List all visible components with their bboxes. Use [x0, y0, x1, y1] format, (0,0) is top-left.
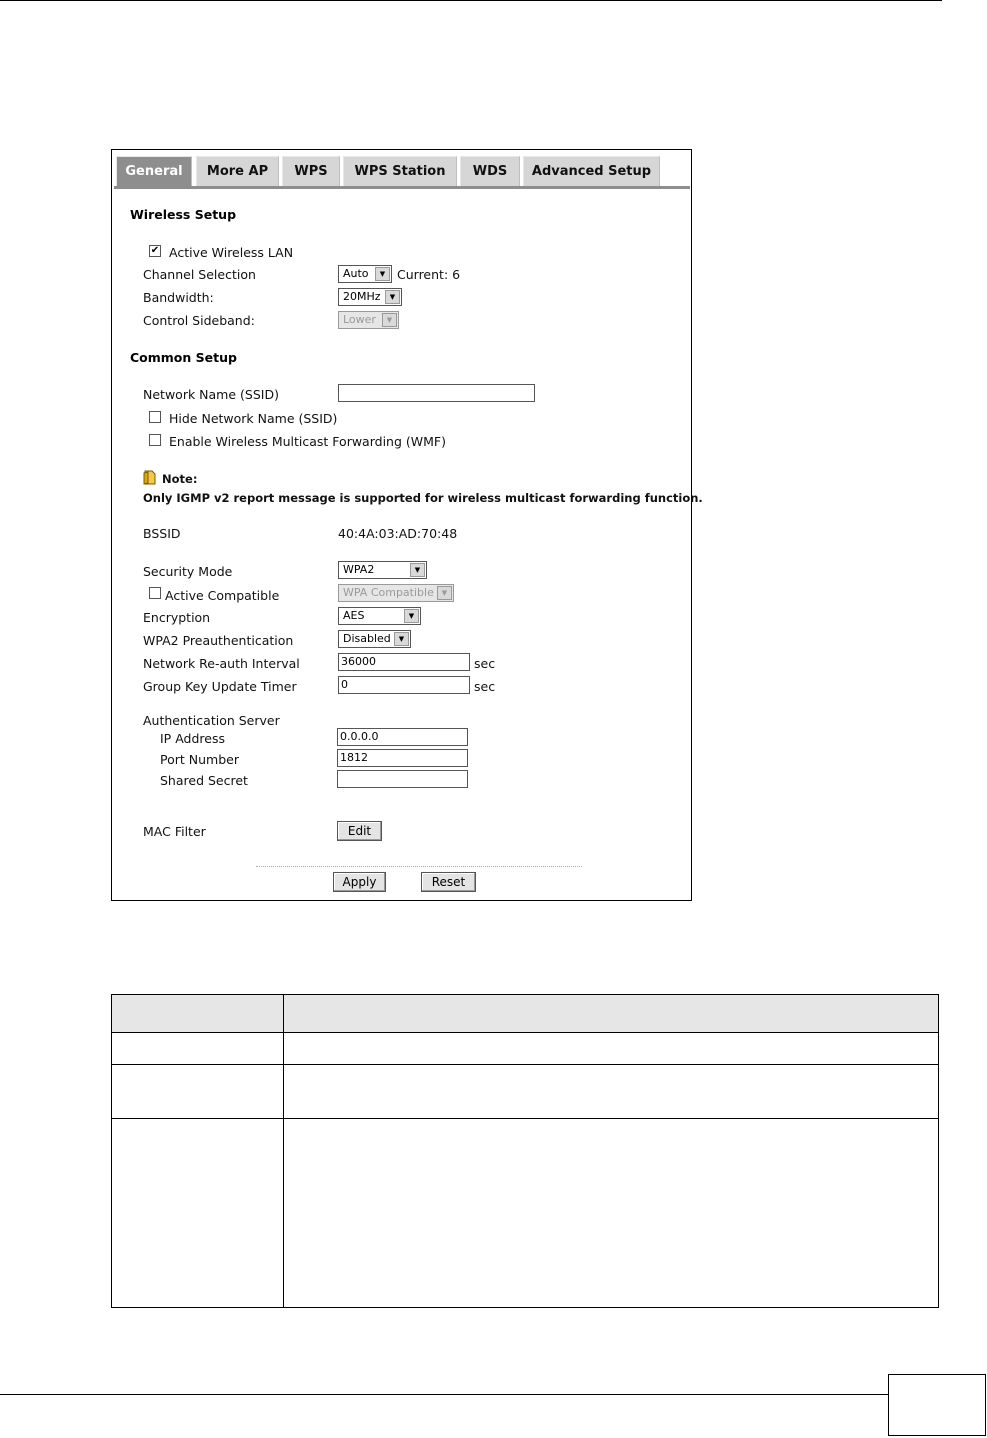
auth-server-title: Authentication Server [143, 713, 280, 728]
chevron-down-icon: ▼ [410, 563, 425, 577]
security-mode-select[interactable] [338, 561, 427, 579]
common-setup-title: Common Setup [130, 350, 237, 365]
apply-button[interactable]: Apply [333, 872, 386, 892]
channel-select-value: Auto [343, 267, 369, 280]
bandwidth-label: Bandwidth: [143, 290, 214, 305]
group-key-timer-label: Group Key Update Timer [143, 679, 297, 694]
table-row [112, 1065, 938, 1119]
control-sideband-value: Lower [343, 313, 376, 326]
note-label: Note: [162, 472, 198, 486]
ip-address-input[interactable]: 0.0.0.0 [337, 728, 468, 746]
reset-button[interactable]: Reset [421, 872, 476, 892]
active-wireless-lan-label: Active Wireless LAN [169, 245, 294, 260]
wmf-label: Enable Wireless Multicast Forwarding (WMF) [169, 434, 446, 449]
preauth-select[interactable] [338, 630, 411, 648]
field-description-table [111, 994, 939, 1308]
reauth-interval-label: Network Re-auth Interval [143, 656, 300, 671]
active-compatible-label: Active Compatible [165, 588, 280, 603]
encryption-select[interactable] [338, 607, 421, 625]
chevron-down-icon: ▼ [375, 267, 390, 281]
tab-wds[interactable]: WDS [460, 156, 520, 186]
tab-wps-station[interactable]: WPS Station [343, 156, 457, 186]
tab-underline [114, 186, 690, 189]
note-text: Only IGMP v2 report message is supported for wireless multicast forwarding function. [143, 491, 703, 505]
reauth-interval-unit: sec [474, 656, 496, 671]
group-key-timer-unit: sec [474, 679, 496, 694]
bandwidth-select[interactable] [338, 288, 402, 306]
wireless-setup-title: Wireless Setup [130, 207, 237, 222]
preauth-value: Disabled [343, 632, 391, 645]
footer-rule [0, 1394, 888, 1395]
bssid-label: BSSID [143, 526, 181, 541]
ssid-input[interactable] [338, 384, 535, 402]
security-mode-value: WPA2 [343, 563, 375, 576]
actions-divider [256, 866, 582, 867]
table-row [112, 1033, 938, 1065]
active-compatible-checkbox[interactable] [149, 587, 161, 599]
channel-select[interactable] [338, 265, 392, 283]
group-key-timer-input[interactable]: 0 [338, 676, 470, 694]
shared-secret-label: Shared Secret [160, 773, 248, 788]
table-column-divider [283, 995, 284, 1307]
table-row [112, 1119, 938, 1307]
note-icon [143, 470, 157, 485]
mac-filter-label: MAC Filter [143, 824, 206, 839]
wpa-compatible-value: WPA Compatible [343, 586, 434, 599]
reauth-interval-input[interactable]: 36000 [338, 653, 470, 671]
active-wireless-lan-checkbox[interactable]: ✔ [150, 245, 160, 256]
chevron-down-icon: ▼ [385, 290, 400, 304]
hide-ssid-checkbox[interactable] [149, 411, 161, 423]
tab-advanced-setup[interactable]: Advanced Setup [523, 156, 660, 186]
bandwidth-select-value: 20MHz [343, 290, 381, 303]
encryption-label: Encryption [143, 610, 211, 625]
encryption-value: AES [343, 609, 365, 622]
wireless-settings-panel [111, 149, 703, 901]
ssid-label: Network Name (SSID) [143, 387, 279, 402]
table-header-row [112, 995, 938, 1033]
shared-secret-input[interactable] [337, 770, 468, 788]
port-number-input[interactable]: 1812 [337, 749, 468, 767]
wmf-checkbox[interactable] [149, 434, 161, 446]
hide-ssid-label: Hide Network Name (SSID) [169, 411, 338, 426]
current-channel-text: Current: 6 [397, 267, 461, 282]
control-sideband-select [338, 311, 399, 329]
mac-filter-edit-button[interactable]: Edit [337, 821, 382, 841]
wpa-compatible-select [338, 584, 454, 602]
preauth-label: WPA2 Preauthentication [143, 633, 294, 648]
tab-general[interactable]: General [116, 156, 192, 186]
port-number-label: Port Number [160, 752, 239, 767]
page-number-box [888, 1374, 986, 1436]
chevron-down-icon: ▼ [404, 609, 419, 623]
tab-more-ap[interactable]: More AP [196, 156, 279, 186]
ip-address-label: IP Address [160, 731, 225, 746]
control-sideband-label: Control Sideband: [143, 313, 255, 328]
channel-selection-label: Channel Selection [143, 267, 256, 282]
chevron-down-icon: ▼ [382, 313, 397, 327]
bssid-value: 40:4A:03:AD:70:48 [338, 526, 458, 541]
security-mode-label: Security Mode [143, 564, 233, 579]
chevron-down-icon: ▼ [394, 632, 409, 646]
header-rule [0, 0, 942, 1]
tab-wps[interactable]: WPS [282, 156, 340, 186]
chevron-down-icon: ▼ [437, 586, 452, 600]
